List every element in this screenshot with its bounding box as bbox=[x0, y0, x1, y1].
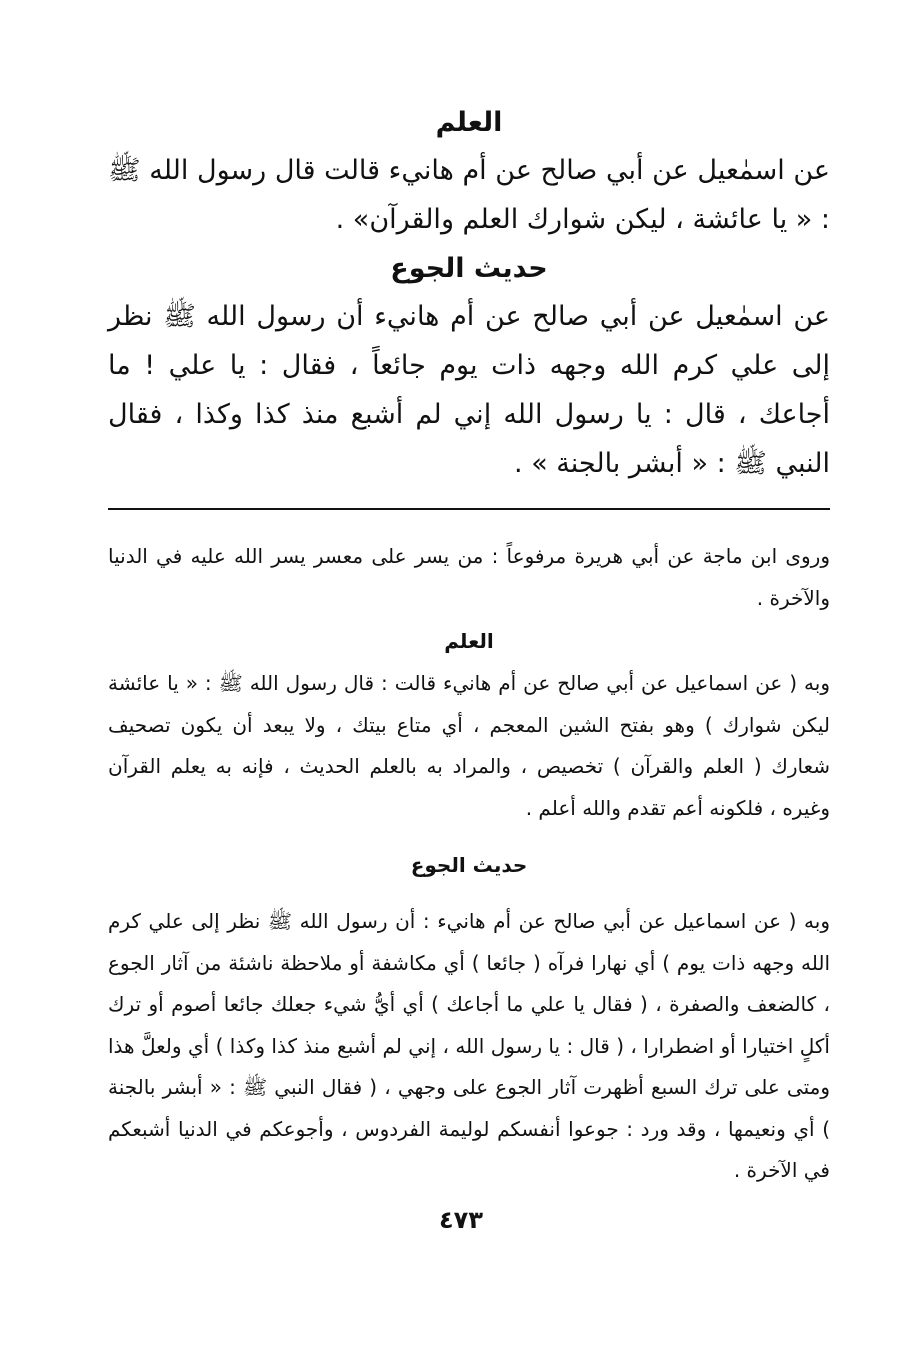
hadith-hunger-text: عن اسمٰعيل عن أبي صالح عن أم هانيء أن رسول الله ﷺ نظر إلى علي كرم الله وجهه ذات يوم جائعاً ، فقال : يا علي ! ما أجاعك ، قال : يا رسول الله إني لم أشبع منذ كذا وكذا ، فقال النبي ﷺ : « أبشر بالجنة » . bbox=[108, 301, 830, 479]
section-heading-knowledge: العلم bbox=[435, 107, 503, 138]
commentary-heading-hunger: حديث الجوع bbox=[410, 853, 528, 877]
hadith-knowledge-text: عن اسمٰعيل عن أبي صالح عن أم هانيء قالت قال رسول الله ﷺ : « يا عائشة ، ليكن شوارك العلم والقرآن» . bbox=[108, 155, 830, 235]
commentary-hunger-text: وبه ( عن اسماعيل عن أبي صالح عن أم هانيء : أن رسول الله ﷺ نظر إلى علي كرم الله وجهه ذات يوم ) أي نهارا فرآه ( جائعا ) أي مكاشفة أو ملاحظة ناشئة من آثار الجوع ، كالضعف والصفرة ، ( فقال يا علي ما أجاعك ) أي أيُّ شيء جعلك جائعا أصوم أو ترك أكلٍ اختيارا أو اضطرارا ، ( قال : يا رسول الله ، إني لم أشبع منذ كذا وكذا ) أي ولعلَّ هذا ومتى على ترك السبع أظهرت آثار الجوع على وجهي ، ( فقال النبي ﷺ : « أبشر بالجنة ) أي ونعيمها ، وقد ورد : جوعوا أنفسكم لوليمة الفردوس ، وأجوعكم في الدنيا أشبعكم في الآخرة . bbox=[108, 909, 830, 1182]
footnote-divider bbox=[108, 508, 830, 510]
page-number: ٤٧٣ bbox=[439, 1206, 483, 1234]
commentary-heading-knowledge: العلم bbox=[444, 629, 494, 653]
commentary-intro: وروى ابن ماجة عن أبي هريرة مرفوعاً : من يسر على معسر يسر الله عليه في الدنيا والآخرة . bbox=[108, 544, 830, 610]
page-body bbox=[108, 100, 830, 1192]
section-heading-hunger: حديث الجوع bbox=[390, 253, 548, 284]
main-text bbox=[108, 100, 830, 488]
commentary-knowledge-text: وبه ( عن اسماعيل عن أبي صالح عن أم هانيء قالت : قال رسول الله ﷺ : « يا عائشة ليكن شوارك ) وهو بفتح الشين المعجم ، أي متاع بيتك ، ولا يبعد أن يكون تصحيف شعارك ( العلم والقرآن ) تخصيص ، والمراد به بالعلم الحديث ، فإنه به يعلم القرآن وغيره ، فلكونه أعم تقدم والله أعلم . bbox=[108, 671, 830, 820]
commentary-text bbox=[108, 536, 830, 1192]
